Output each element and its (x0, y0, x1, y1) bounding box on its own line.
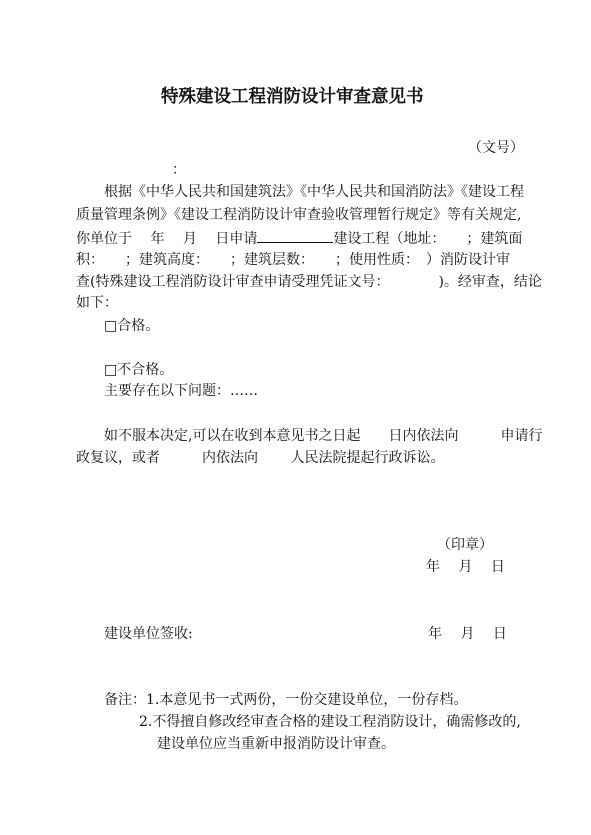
body-line-4: 积： ；建筑高度： ；建筑层数： ；使用性质： ）消防设计审 (76, 252, 510, 268)
appeal-line-1: 如不服本决定,可以在收到本意见书之日起 日内依法向 申请行 (104, 428, 543, 444)
addressee-line: ： (172, 162, 186, 178)
body-line-5: 查(特殊建设工程消防设计审查申请受理凭证文号： )。经审查，结论 (76, 274, 542, 290)
appeal-line-2: 政复议，或者 内依法向 人民法院提起行政诉讼。 (76, 450, 445, 466)
body-line-1: 根据《中华人民共和国建筑法》《中华人民共和国消防法》《建设工程 (104, 184, 524, 200)
body-line-6: 如下： (76, 295, 118, 311)
sign-date: 年 月 日 (428, 626, 507, 642)
seal-date: 年 月 日 (426, 559, 505, 575)
body-line-3-start: 你单位于 年 月 日申请 (76, 231, 258, 247)
option-fail: □不合格。 (104, 362, 174, 378)
seal-label: （印章） (437, 537, 493, 553)
note-item-2-cont: 建设单位应当重新申报消防设计审查。 (157, 736, 395, 752)
option-pass: □合格。 (104, 318, 160, 334)
body-line-3-end: 建设工程（地址： ；建筑面 (333, 231, 523, 247)
sign-label: 建设单位签收: (104, 626, 193, 642)
notes-label: 备注： (104, 692, 146, 708)
note-item-1: 1.本意见书一式两份，一份交建设单位，一份存档。 (146, 692, 468, 708)
issues-line: 主要存在以下问题：…… (104, 383, 258, 399)
document-number: （文号） (468, 140, 524, 156)
project-name-blank (257, 228, 333, 243)
body-line-2: 质量管理条例》《建设工程消防设计审查验收管理暂行规定》等有关规定, (76, 207, 522, 223)
body-line-3 (76, 228, 522, 249)
document-title: 特殊建设工程消防设计审查意见书 (161, 87, 424, 107)
note-item-2: 2.不得擅自修改经审查合格的建设工程消防设计，确需修改的, (139, 714, 521, 730)
